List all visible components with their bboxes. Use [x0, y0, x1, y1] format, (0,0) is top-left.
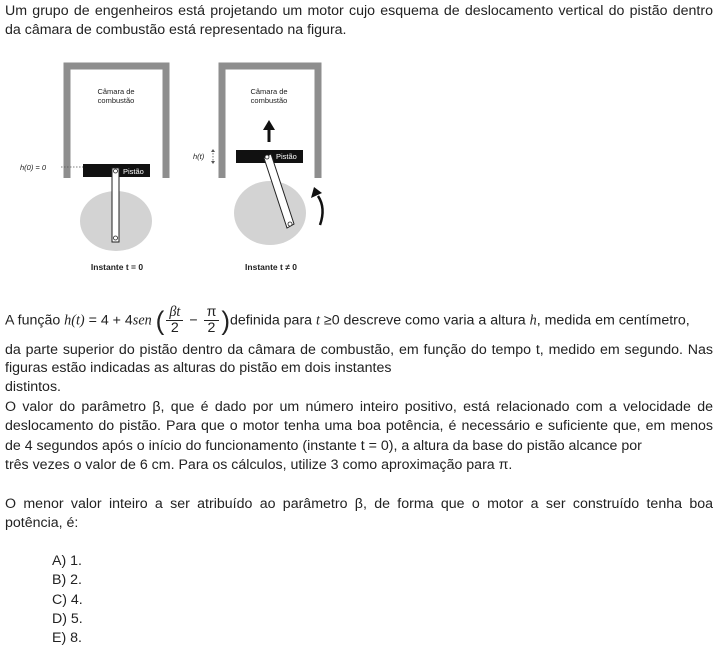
right-pin-bottom: [288, 222, 292, 226]
left-diagram: [20, 66, 166, 272]
right-chamber-label-1: Câmara de: [250, 87, 288, 96]
function-t: t: [316, 312, 320, 329]
function-prefix: A função: [5, 312, 65, 329]
up-arrow-icon: [263, 120, 275, 130]
intro-line-1: Um grupo de engenheiros está projetando um motor cujo esquema de deslocamento vertical do pistão dentro: [5, 3, 713, 19]
body-line-1: da parte superior do pistão dentro da câmara de combustão, em função do tempo t, medido em segundo. Nas: [5, 342, 713, 358]
option-c[interactable]: C) 4.: [52, 592, 83, 608]
right-height-tick-top: [211, 149, 215, 152]
right-diagram: [193, 66, 323, 272]
body-line-6: de 4 segundos após o início do funcionamento (instante t = 0), a altura da base do pistão alcance por: [5, 438, 642, 454]
left-height-label: h(0) = 0: [20, 163, 47, 172]
fraction-pi: [204, 305, 220, 336]
function-minus: −: [189, 312, 198, 329]
question-line-1: O menor valor inteiro a ser atribuído ao parâmetro β, de forma que o motor a ser construído tenha boa: [5, 496, 713, 512]
left-caption: Instante t = 0: [90, 262, 144, 272]
left-connecting-rod: [112, 168, 119, 242]
left-chamber-label-1: Câmara de: [97, 87, 135, 96]
body-line-2: figuras estão indicadas as alturas do pistão em dois instantes: [5, 360, 392, 376]
function-sen: sen: [132, 312, 152, 329]
fraction-beta-t: [166, 305, 183, 336]
left-pin-bottom: [114, 236, 118, 240]
function-line: [5, 305, 690, 336]
function-suffix-b: ≥0 descreve como varia a altura: [319, 312, 530, 329]
function-equals: = 4 + 4: [84, 312, 133, 329]
left-pin-top: [114, 169, 118, 173]
question-line-2: potência, é:: [5, 515, 79, 531]
right-piston-label: Pistão: [276, 152, 297, 161]
close-paren: ): [221, 305, 231, 336]
fraction-1-numerator: βt: [166, 305, 183, 321]
option-b[interactable]: B) 2.: [52, 572, 82, 588]
function-h: h: [529, 312, 537, 329]
body-line-3: distintos.: [5, 379, 61, 395]
option-e[interactable]: E) 8.: [52, 630, 82, 646]
intro-line-2: da câmara de combustão está representado na figura.: [5, 22, 347, 38]
option-d[interactable]: D) 5.: [52, 611, 83, 627]
fraction-1-denominator: 2: [170, 320, 179, 336]
left-piston-label: Pistão: [123, 167, 144, 176]
option-a[interactable]: A) 1.: [52, 553, 82, 569]
left-chamber-label-2: combustão: [97, 96, 135, 105]
right-height-tick-bottom: [211, 161, 215, 164]
right-pin-top: [265, 155, 269, 159]
left-chamber-wall: [67, 66, 166, 178]
right-caption: Instante t ≠ 0: [245, 262, 297, 272]
fraction-2-denominator: 2: [207, 320, 216, 336]
function-name: h(t): [64, 312, 85, 329]
function-suffix-c: , medida em centímetro,: [536, 312, 690, 329]
body-line-7: três vezes o valor de 6 cm. Para os cálculos, utilize 3 como aproximação para π.: [5, 457, 513, 473]
rotation-arrow-icon: [311, 187, 322, 198]
right-height-label: h(t): [193, 152, 205, 161]
body-line-4: O valor do parâmetro β, que é dado por um número inteiro positivo, está relacionado com a velocidade de: [5, 399, 713, 415]
rotation-arrow-arc: [318, 196, 323, 225]
function-suffix-a: definida para: [230, 312, 317, 329]
piston-figure: [0, 56, 360, 284]
body-line-5: deslocamento do pistão. Para que o motor tenha uma boa potência, é necessário e suficiente que, em menos: [5, 418, 713, 434]
open-paren: (: [155, 305, 165, 336]
fraction-2-numerator: π: [204, 305, 220, 321]
right-crank-wheel: [234, 181, 306, 245]
right-chamber-label-2: combustão: [250, 96, 288, 105]
